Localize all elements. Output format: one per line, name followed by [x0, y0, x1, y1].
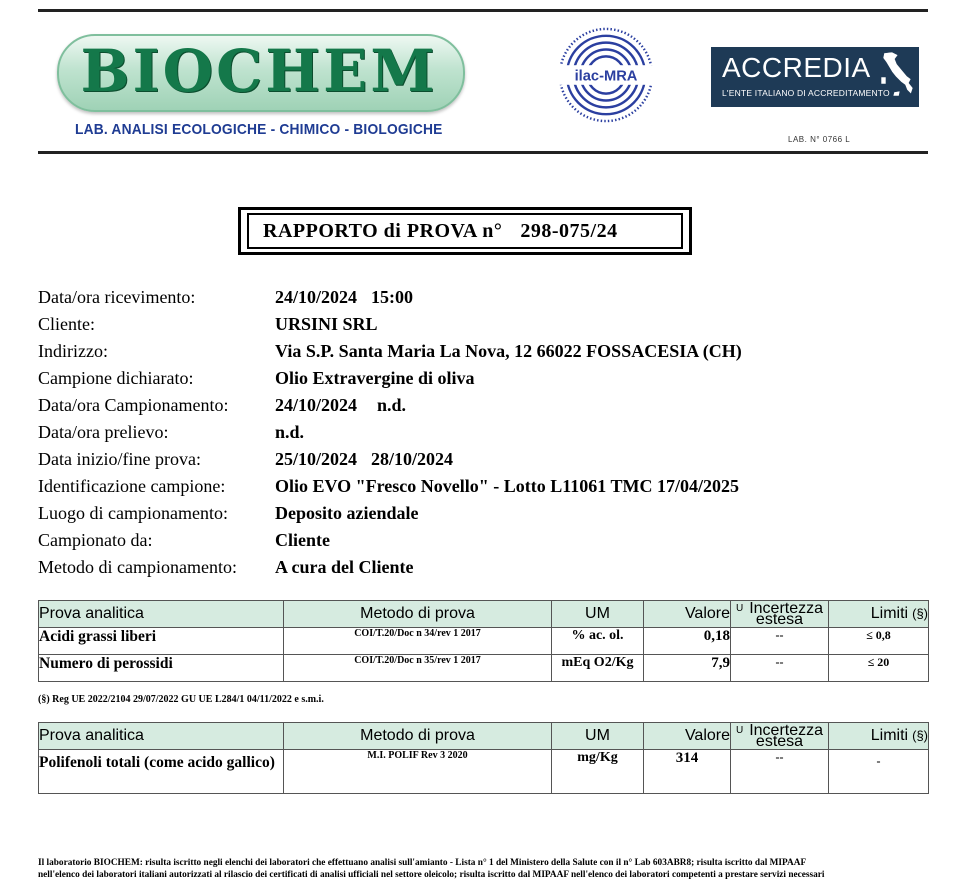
- col-header-um: UM: [552, 601, 644, 628]
- info-value: Olio EVO "Fresco Novello" - Lotto L11061 TMC 17/04/2025: [275, 476, 739, 496]
- col-header-incertezza-label: Incertezza estesa: [749, 722, 824, 750]
- accredia-name: ACCREDIA: [722, 52, 871, 83]
- info-label: Indirizzo:: [38, 341, 108, 361]
- table-row: [39, 628, 929, 655]
- cell-limiti: -: [829, 750, 929, 794]
- cell-valore: 314: [644, 750, 731, 794]
- col-header-prova: Prova analitica: [39, 601, 284, 628]
- footer-note: [38, 857, 928, 881]
- ilac-mra-logo: [557, 26, 655, 124]
- results-table-2: [38, 722, 929, 794]
- col-header-limiti-label: Limiti: [870, 605, 909, 622]
- report-title: [247, 213, 683, 249]
- cell-incertezza: --: [731, 655, 829, 682]
- italy-map-icon: [878, 50, 916, 102]
- col-header-um: UM: [552, 723, 644, 750]
- cell-incertezza: --: [731, 628, 829, 655]
- cell-limiti: ≤ 0,8: [829, 628, 929, 655]
- col-header-limiti: [829, 723, 929, 750]
- col-header-incertezza: [731, 723, 829, 750]
- cell-metodo: M.I. POLIF Rev 3 2020: [284, 750, 552, 794]
- info-label: Metodo di campionamento:: [38, 557, 237, 577]
- col-header-prova: Prova analitica: [39, 723, 284, 750]
- info-value: URSINI SRL: [275, 314, 378, 334]
- info-label: Campione dichiarato:: [38, 368, 194, 388]
- cell-um: mEq O2/Kg: [552, 655, 644, 682]
- table-row: [39, 655, 929, 682]
- cell-metodo: COI/T.20/Doc n 35/rev 1 2017: [284, 655, 552, 682]
- lab-subtitle: LAB. ANALISI ECOLOGICHE - CHIMICO - BIOLOGICHE: [75, 121, 443, 138]
- info-label: Data/ora ricevimento:: [38, 287, 196, 307]
- col-header-limiti-symbol: (§): [912, 606, 928, 621]
- info-value-date: 24/10/2024: [275, 395, 358, 415]
- lab-number: LAB. N° 0766 L: [788, 135, 851, 144]
- ilac-mra-text: ilac-MRA: [574, 68, 638, 85]
- header-bottom-rule: [38, 151, 928, 154]
- top-rule: [38, 9, 928, 12]
- report-title-prefix: RAPPORTO di PROVA n°: [263, 220, 503, 242]
- info-value: A cura del Cliente: [275, 557, 414, 577]
- info-value: [275, 449, 453, 470]
- col-header-u: U: [735, 603, 744, 614]
- info-value: Cliente: [275, 530, 330, 550]
- report-number: 298-075/24: [520, 220, 618, 242]
- info-label: Identificazione campione:: [38, 476, 226, 496]
- col-header-limiti-symbol: (§): [912, 728, 928, 743]
- info-value-time: 15:00: [371, 287, 414, 307]
- info-value: Deposito aziendale: [275, 503, 419, 523]
- table-row: [39, 750, 929, 794]
- info-label: Luogo di campionamento:: [38, 503, 228, 523]
- info-value-date: 24/10/2024: [275, 287, 358, 307]
- results-table-1: [38, 600, 929, 682]
- cell-metodo: COI/T.20/Doc n 34/rev 1 2017: [284, 628, 552, 655]
- col-header-metodo: Metodo di prova: [284, 601, 552, 628]
- info-label: Campionato da:: [38, 530, 153, 550]
- cell-prova: Numero di perossidi: [39, 655, 284, 682]
- biochem-logo-text: BIOCHEM: [80, 37, 438, 105]
- cell-incertezza: --: [731, 750, 829, 794]
- col-header-u: U: [735, 725, 744, 736]
- info-value-end: 28/10/2024: [371, 449, 454, 469]
- info-label: Data/ora prelievo:: [38, 422, 169, 442]
- table-header-row: [39, 601, 929, 628]
- cell-limiti: ≤ 20: [829, 655, 929, 682]
- col-header-incertezza-label: Incertezza estesa: [749, 600, 824, 628]
- cell-valore: 0,18: [644, 628, 731, 655]
- info-value: Via S.P. Santa Maria La Nova, 12 66022 FOSSACESIA (CH): [275, 341, 742, 361]
- regulation-note: (§) Reg UE 2022/2104 29/07/2022 GU UE L284/1 04/11/2022 e s.m.i.: [38, 694, 324, 705]
- info-value: Olio Extravergine di oliva: [275, 368, 475, 388]
- col-header-incertezza: [731, 601, 829, 628]
- col-header-metodo: Metodo di prova: [284, 723, 552, 750]
- table-header-row: [39, 723, 929, 750]
- cell-prova: Acidi grassi liberi: [39, 628, 284, 655]
- info-value: [275, 395, 406, 416]
- col-header-valore: Valore: [644, 723, 731, 750]
- cell-prova: Polifenoli totali (come acido gallico): [39, 750, 284, 794]
- info-label: Cliente:: [38, 314, 95, 334]
- info-label: Data/ora Campionamento:: [38, 395, 229, 415]
- info-label: Data inizio/fine prova:: [38, 449, 201, 469]
- col-header-valore: Valore: [644, 601, 731, 628]
- info-value-start: 25/10/2024: [275, 449, 358, 469]
- col-header-limiti-label: Limiti: [870, 727, 909, 744]
- footer-line-2: nell'elenco dei laboratori italiani autorizzati al rilascio dei certificati di analisi ufficiali nel settore oleicolo; risulta iscritto dal MIPAAF nell'elenco dei laboratori competenti a prestare servizi necessari: [38, 870, 825, 880]
- info-value: [275, 287, 413, 308]
- info-value-time: n.d.: [377, 395, 407, 415]
- accredia-tagline: L'ENTE ITALIANO DI ACCREDITAMENTO: [722, 88, 890, 98]
- cell-valore: 7,9: [644, 655, 731, 682]
- cell-um: % ac. ol.: [552, 628, 644, 655]
- col-header-limiti: [829, 601, 929, 628]
- footer-line-1: Il laboratorio BIOCHEM: risulta iscritto negli elenchi dei laboratori che effettuano analisi sull'amianto - Lista n° 1 del Ministero della Salute con il n° Lab 603ABR8; risulta iscritto dal MIPAAF: [38, 858, 807, 868]
- info-value: n.d.: [275, 422, 305, 442]
- cell-um: mg/Kg: [552, 750, 644, 794]
